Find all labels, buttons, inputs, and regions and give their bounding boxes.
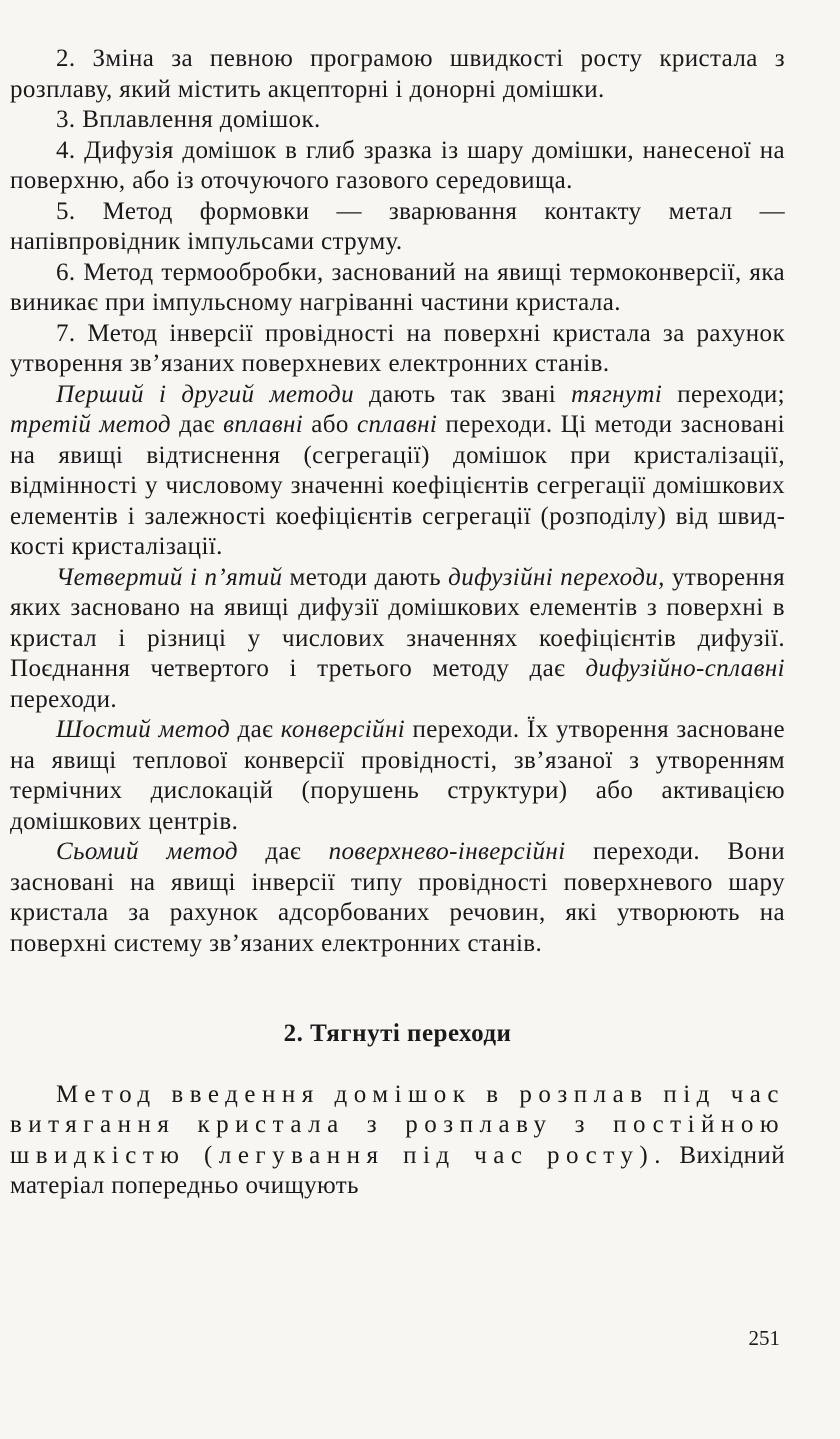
paragraph-methods-1-3: [10, 380, 785, 563]
list-item-7: 7. Метод інверсії провідності на поверхні кристала за рахунок утворення зв’язаних поверхневих електронних станів.: [10, 319, 785, 377]
spaced-text: Метод введення домішок в розплав під час витягання кристала з розплаву з постійною швидкістю (легування під час росту).: [10, 1080, 785, 1169]
emph-text: тягнуті: [571, 380, 663, 408]
emph-text: вплавні: [223, 411, 304, 438]
body-text: дає: [170, 411, 224, 438]
body-text: методи дають: [282, 563, 449, 591]
list-item-6: 6. Метод термообробки, заснований на явищі термоконверсії, яка виникає при імпульсному нагріванні частини кристала.: [10, 258, 785, 316]
body-text: дають так звані: [354, 380, 572, 408]
page-number: 251: [748, 1326, 780, 1350]
body-text: Вихідний матеріал попередньо очищують: [10, 1141, 785, 1199]
body-text: дає: [230, 716, 281, 743]
body-text: переходи;: [662, 380, 785, 408]
list-item-4: 4. Дифузія домішок в глиб зразка із шару домішки, нанесеної на поверхню, або із оточуючого газового середовища.: [10, 136, 785, 194]
body-text: переходи. Їх утворення засноване на явищі теплової конверсії провідності, зв’язаної з утворенням термічних дислокацій (порушень структури) або активацією домішкових центрів.: [10, 716, 786, 835]
page-text: [10, 44, 785, 1202]
book-page: [10, 44, 785, 1202]
emph-text: Шостий метод: [56, 716, 231, 743]
body-text: переходи.: [10, 685, 118, 713]
list-item-5: 5. Метод формовки — зварювання контакту метал — напівпровідник імпульсами струму.: [10, 197, 785, 255]
emph-text: Перший і другий методи: [56, 380, 354, 408]
list-item-3: 3. Вплавлення домішок.: [56, 106, 321, 133]
emph-text: дифузійно-сплавні: [585, 655, 785, 682]
emph-text: сплавні: [356, 411, 438, 438]
body-text: переходи. Ці методи засновані на явищі відтиснення (сегрегації) домішок при кристалізації, відмінності у числовому значенні коефіцієнтів сегрегації домішкових елементів і залежності коефіцієнтів сегрегації (розподілу) від швидкості кристалізації.: [10, 411, 785, 560]
emph-text: поверхнево-інверсійні: [328, 838, 566, 865]
emph-text: дифузійні переходи,: [448, 563, 665, 591]
emph-text: Сьомий метод: [56, 838, 238, 865]
emph-text: третій метод: [10, 411, 171, 438]
emph-text: Четвертий і п’ятий: [56, 563, 283, 591]
list-item-2: 2. Зміна за певною програмою швидкості росту кристала з розплаву, який містить акцепторні і донорні домішки.: [10, 45, 785, 103]
paragraph-method-7: [10, 837, 785, 959]
paragraph-methods-4-5: [10, 563, 785, 716]
body-text: або: [303, 411, 357, 438]
body-text: дає: [237, 838, 329, 865]
emph-text: конверсійні: [280, 716, 406, 743]
paragraph-pulled-junctions: [10, 1080, 785, 1202]
section-heading: 2. Тягнуті переходи: [283, 1020, 512, 1047]
body-text: утворення яких засновано на явищі дифузії домішкових елементів з поверхні в кристал і різниці у числових значеннях коефіцієнтів дифузії. Поєднання четвертого і третього методу дає: [10, 563, 785, 682]
paragraph-method-6: [10, 715, 785, 837]
body-text: переходи. Вони засновані на явищі інверсії типу провідності поверхневого шару кристала за рахунок адсорбованих речовин, які утворюють на поверхні систему зв’язаних електронних станів.: [10, 838, 785, 957]
